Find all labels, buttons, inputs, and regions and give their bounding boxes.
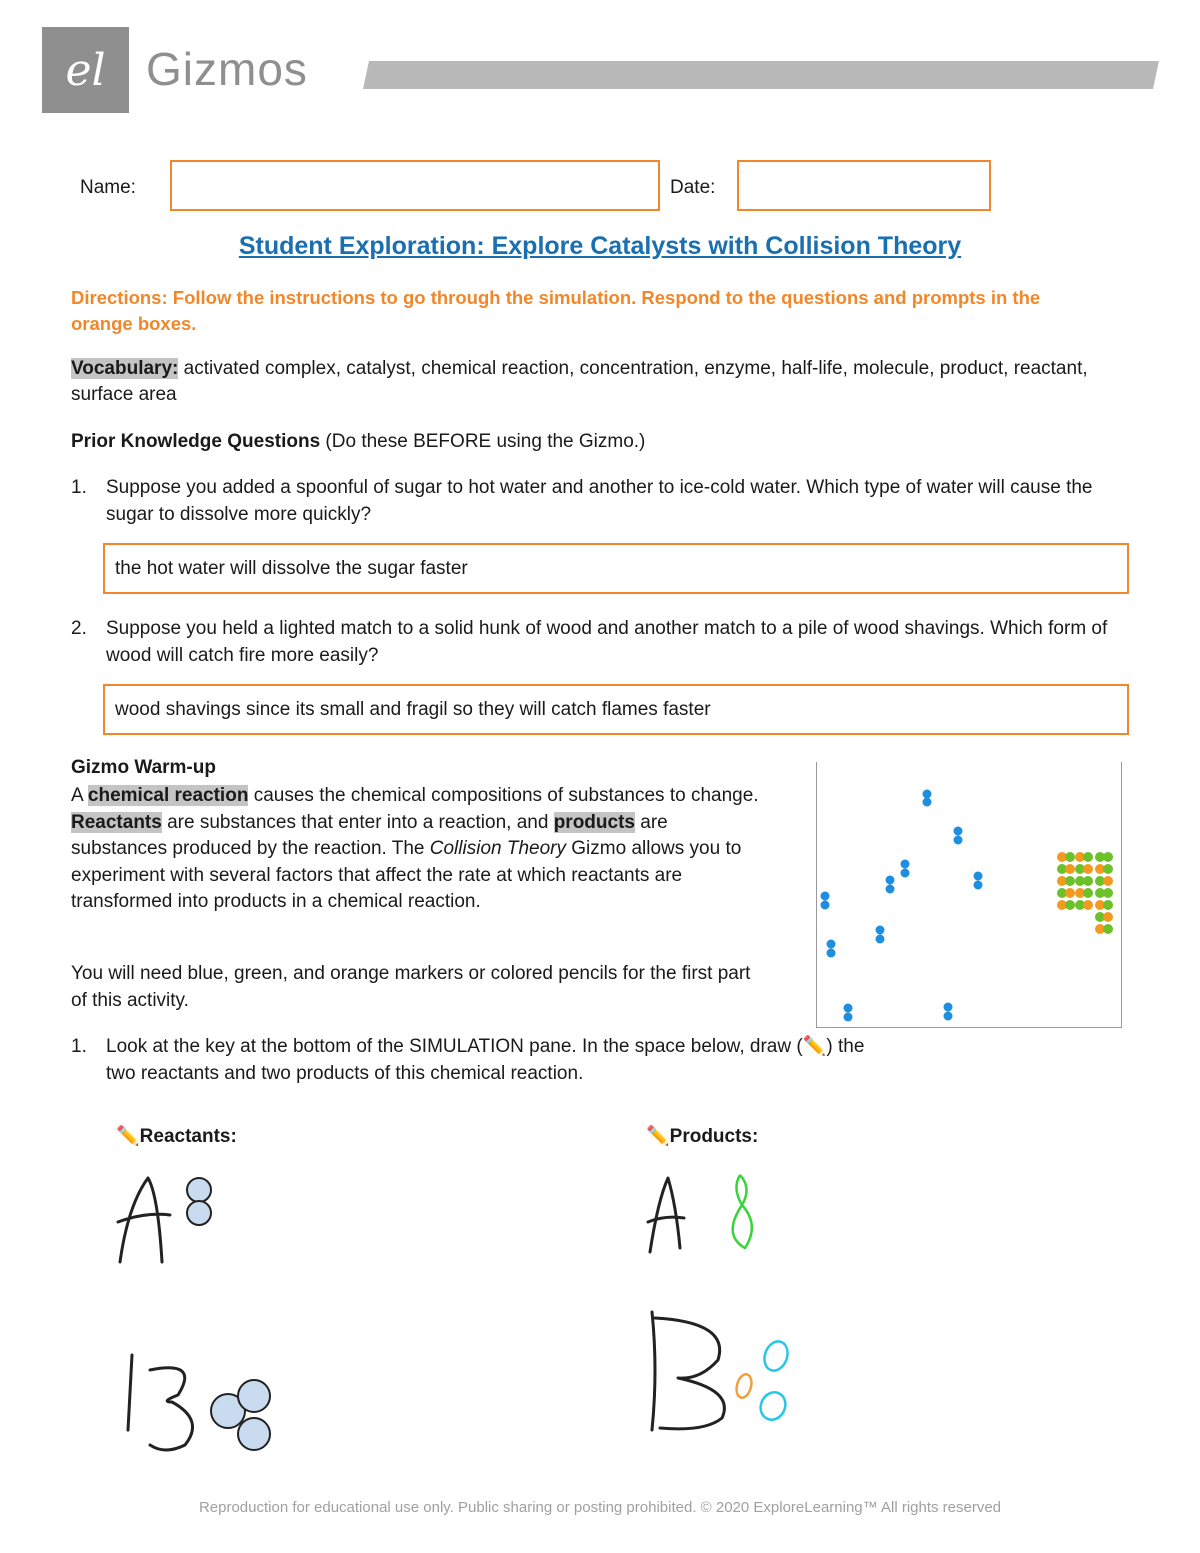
name-label: Name:	[80, 177, 136, 198]
cyan-atom-drawing	[761, 1338, 792, 1374]
answer-box[interactable]: wood shavings since its small and fragil so they will catch flames faster	[103, 684, 1129, 735]
green-molecule-drawing	[733, 1175, 752, 1248]
drawn-atom	[187, 1178, 211, 1202]
handwritten-letter-a	[648, 1217, 684, 1222]
drawn-atom	[187, 1201, 211, 1225]
orange-atom-drawing	[734, 1373, 754, 1400]
page-title: Student Exploration: Explore Catalysts with Collision Theory	[238, 232, 962, 260]
term-reactants: Reactants	[71, 811, 162, 833]
reactants-label: ✏️Reactants:	[116, 1126, 237, 1147]
vocabulary: Vocabulary: activated complex, catalyst, chemical reaction, concentration, enzyme, half-life, molecule, product, reactant, surface area	[71, 358, 1088, 405]
question-number: 1.	[71, 477, 87, 498]
question-number: 2.	[71, 618, 87, 639]
handwritten-letter-a	[118, 1214, 170, 1222]
drawn-atom	[238, 1418, 270, 1450]
logo-mark: el	[65, 44, 106, 96]
warmup-materials: You will need blue, green, and orange markers or colored pencils for the first part of this activity.	[71, 963, 751, 1011]
term-products: products	[553, 811, 635, 833]
warmup-question: Look at the key at the bottom of the SIMULATION pane. In the space below, draw (✏️) the two reactants and two products of this chemical reaction.	[106, 1036, 865, 1084]
handwritten-letter-b	[652, 1312, 655, 1430]
pencil-icon: ✏️	[802, 1036, 827, 1057]
directions: Directions: Follow the instructions to go through the simulation. Respond to the questions and prompts in the orange boxes.	[71, 287, 1041, 334]
handwritten-letter-b	[128, 1355, 132, 1430]
footer-notice: Reproduction for educational use only. Public sharing or posting prohibited. © 2020 ExploreLearning™ All rights reserved	[198, 1499, 1002, 1516]
products-label: ✏️Products:	[646, 1126, 759, 1147]
question-number: 1.	[71, 1036, 87, 1057]
handwritten-letter-b	[150, 1368, 193, 1450]
warmup-heading: Gizmo Warm-up	[71, 757, 216, 778]
question-text: Suppose you added a spoonful of sugar to hot water and another to ice-cold water. Which type of water will cause the sugar to dissolve more quickly?	[106, 477, 1093, 525]
date-label: Date:	[670, 177, 716, 198]
vocabulary-label: Vocabulary:	[71, 358, 179, 379]
answer-box[interactable]: the hot water will dissolve the sugar faster	[103, 543, 1129, 594]
gizmos-wordmark: Gizmos	[146, 43, 308, 95]
term-chemical-reaction: chemical reaction	[87, 785, 249, 806]
handwritten-letter-a	[650, 1178, 680, 1252]
prior-knowledge-heading: Prior Knowledge Questions (Do these BEFORE using the Gizmo.)	[71, 431, 646, 452]
reactant-molecule-drawing	[187, 1178, 270, 1450]
warmup-paragraph: A chemical reaction causes the chemical compositions of substances to change. Reactants are substances that enter into a reaction, and products are substances produced by the reaction. The Collision Theory Gizmo allows you to experiment with several factors that affect the rate at which reactants are transformed into products in a chemical reaction.	[71, 785, 759, 912]
handwritten-letter-b	[655, 1318, 724, 1429]
drawn-atom	[238, 1380, 270, 1412]
cyan-atom-drawing	[756, 1388, 790, 1424]
question-text: Suppose you held a lighted match to a solid hunk of wood and another match to a pile of wood shavings. Which form of wood will catch fire more easily?	[106, 618, 1108, 666]
